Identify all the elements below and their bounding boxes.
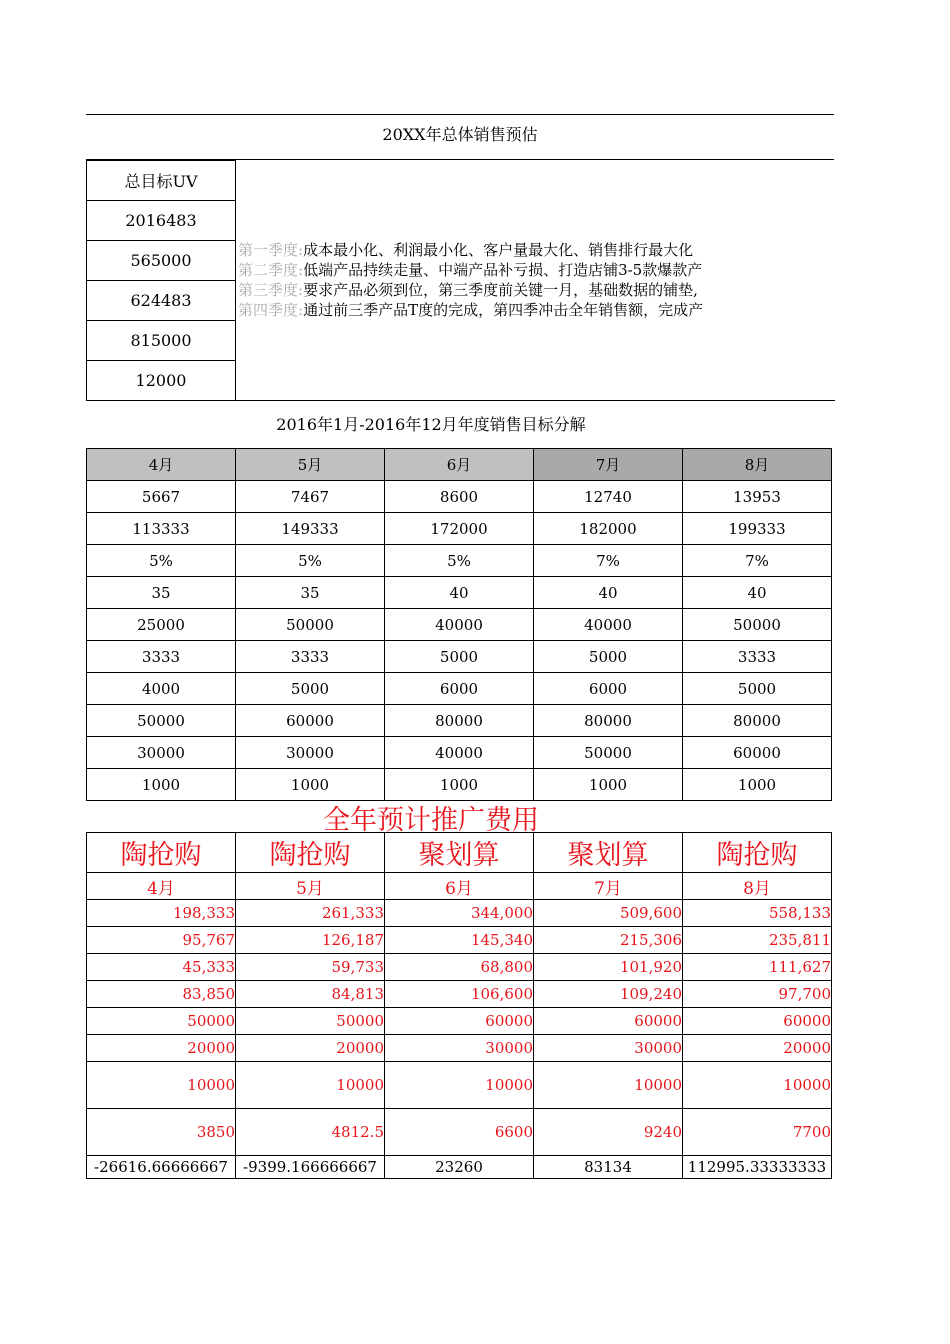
cost-cell: 60000	[534, 1008, 683, 1035]
cost-cell: 10000	[534, 1062, 683, 1109]
cost-cell: 10000	[87, 1062, 236, 1109]
sales-estimate-title: 20XX年总体销售预估	[382, 125, 538, 144]
quarter-label: 第二季度:	[238, 261, 304, 280]
cost-cell: 558,133	[683, 900, 832, 927]
table-cell: 40	[385, 577, 534, 609]
table-cell: 149333	[236, 513, 385, 545]
table-cell: 35	[236, 577, 385, 609]
table-cell: 50000	[236, 609, 385, 641]
table-cell: 50000	[534, 737, 683, 769]
cost-cell: 261,333	[236, 900, 385, 927]
result-cell: 112995.33333333	[683, 1156, 832, 1179]
estimate-cell: 2016483	[87, 201, 236, 241]
cost-cell: 50000	[236, 1008, 385, 1035]
table-cell: 60000	[683, 737, 832, 769]
cost-row	[87, 954, 832, 981]
table-cell: 1000	[683, 769, 832, 801]
quarter-label: 第四季度:	[238, 301, 304, 320]
cost-cell: 84,813	[236, 981, 385, 1008]
cost-row	[87, 1062, 832, 1109]
cost-cell: 60000	[683, 1008, 832, 1035]
header-row	[87, 449, 832, 481]
table-row	[87, 705, 832, 737]
quarter-line	[238, 280, 835, 300]
table-cell: 1000	[236, 769, 385, 801]
estimate-cell: 12000	[87, 361, 236, 401]
month-header: 8月	[683, 449, 832, 481]
table-cell: 30000	[236, 737, 385, 769]
result-cell: -26616.66666667	[87, 1156, 236, 1179]
cost-cell: 4812.5	[236, 1109, 385, 1156]
quarter-text: 通过前三季产品T度的完成，第四季冲击全年销售额，完成产	[303, 301, 704, 320]
table-cell: 8600	[385, 481, 534, 513]
cost-cell: 3850	[87, 1109, 236, 1156]
table-cell: 172000	[385, 513, 534, 545]
table-row	[87, 641, 832, 673]
promotion-cost-table	[86, 832, 832, 1179]
cost-cell: 198,333	[87, 900, 236, 927]
cost-cell: 509,600	[534, 900, 683, 927]
table-cell: 7%	[683, 545, 832, 577]
month-header: 4月	[87, 449, 236, 481]
cost-cell: 68,800	[385, 954, 534, 981]
quarter-plan	[236, 161, 836, 401]
table-cell: 40	[534, 577, 683, 609]
cost-row	[87, 1035, 832, 1062]
table-cell: 80000	[534, 705, 683, 737]
cost-cell: 126,187	[236, 927, 385, 954]
cost-cell: 106,600	[385, 981, 534, 1008]
cost-cell: 215,306	[534, 927, 683, 954]
estimate-cell: 总目标UV	[87, 161, 236, 201]
table-row	[87, 577, 832, 609]
target-breakdown-table	[86, 448, 832, 801]
cost-cell: 111,627	[683, 954, 832, 981]
table-cell: 5000	[385, 641, 534, 673]
table-cell: 3333	[87, 641, 236, 673]
quarter-text: 低端产品持续走量、中端产品补亏损、打造店铺3-5款爆款产	[303, 261, 703, 280]
result-cell: 83134	[534, 1156, 683, 1179]
table-cell: 1000	[534, 769, 683, 801]
table-cell: 6000	[385, 673, 534, 705]
cost-cell: 45,333	[87, 954, 236, 981]
channel-cell: 陶抢购	[87, 833, 236, 873]
table-row	[87, 769, 832, 801]
cost-cell: 30000	[534, 1035, 683, 1062]
table-row	[87, 545, 832, 577]
table-cell: 113333	[87, 513, 236, 545]
table-cell: 6000	[534, 673, 683, 705]
cost-cell: 60000	[385, 1008, 534, 1035]
result-cell: -9399.166666667	[236, 1156, 385, 1179]
month-cell: 4月	[87, 873, 236, 900]
cost-cell: 97,700	[683, 981, 832, 1008]
cost-cell: 235,811	[683, 927, 832, 954]
quarter-label: 第一季度:	[238, 241, 304, 260]
cost-cell: 9240	[534, 1109, 683, 1156]
channel-cell: 陶抢购	[683, 833, 832, 873]
table-cell: 7467	[236, 481, 385, 513]
target-breakdown-title: 2016年1月-2016年12月年度销售目标分解	[276, 415, 586, 434]
table-cell: 60000	[236, 705, 385, 737]
month-cell: 8月	[683, 873, 832, 900]
table-cell: 50000	[87, 705, 236, 737]
quarter-line	[238, 240, 835, 260]
quarter-line	[238, 300, 835, 320]
table-cell: 40000	[385, 609, 534, 641]
table-row	[87, 481, 832, 513]
quarter-text: 要求产品必须到位，第三季度前关键一月，基础数据的铺垫,	[303, 281, 698, 300]
estimate-cell: 815000	[87, 321, 236, 361]
table-cell: 80000	[385, 705, 534, 737]
table-row	[87, 673, 832, 705]
table-cell: 12740	[534, 481, 683, 513]
table-cell: 4000	[87, 673, 236, 705]
top-rule	[86, 114, 834, 115]
month-header: 5月	[236, 449, 385, 481]
channel-cell: 聚划算	[534, 833, 683, 873]
table-cell: 80000	[683, 705, 832, 737]
cost-row	[87, 927, 832, 954]
table-cell: 3333	[236, 641, 385, 673]
table-cell: 182000	[534, 513, 683, 545]
table-cell: 1000	[87, 769, 236, 801]
table-cell: 40000	[534, 609, 683, 641]
cost-cell: 30000	[385, 1035, 534, 1062]
cost-cell: 20000	[236, 1035, 385, 1062]
month-header: 7月	[534, 449, 683, 481]
estimate-cell: 624483	[87, 281, 236, 321]
promotion-cost-title: 全年预计推广费用	[323, 805, 539, 836]
channel-row	[87, 833, 832, 873]
table-cell: 5000	[683, 673, 832, 705]
cost-cell: 83,850	[87, 981, 236, 1008]
cost-cell: 59,733	[236, 954, 385, 981]
table-cell: 13953	[683, 481, 832, 513]
month-cell: 5月	[236, 873, 385, 900]
table-cell: 5%	[236, 545, 385, 577]
cost-cell: 109,240	[534, 981, 683, 1008]
cost-cell: 10000	[236, 1062, 385, 1109]
cost-row	[87, 981, 832, 1008]
cost-cell: 10000	[683, 1062, 832, 1109]
table-cell: 25000	[87, 609, 236, 641]
cost-cell: 10000	[385, 1062, 534, 1109]
cost-cell: 50000	[87, 1008, 236, 1035]
table-cell: 40000	[385, 737, 534, 769]
table-row	[87, 609, 832, 641]
table-row	[87, 737, 832, 769]
cost-cell: 95,767	[87, 927, 236, 954]
overall-estimate-table	[86, 160, 835, 401]
channel-cell: 聚划算	[385, 833, 534, 873]
month-cell: 6月	[385, 873, 534, 900]
cost-cell: 344,000	[385, 900, 534, 927]
cost-row	[87, 1008, 832, 1035]
table-cell: 7%	[534, 545, 683, 577]
table-cell: 35	[87, 577, 236, 609]
table-cell: 40	[683, 577, 832, 609]
table-cell: 30000	[87, 737, 236, 769]
table-cell: 3333	[683, 641, 832, 673]
result-cell: 23260	[385, 1156, 534, 1179]
cost-cell: 7700	[683, 1109, 832, 1156]
channel-cell: 陶抢购	[236, 833, 385, 873]
cost-cell: 101,920	[534, 954, 683, 981]
month-header: 6月	[385, 449, 534, 481]
table-cell: 5000	[236, 673, 385, 705]
cost-cell: 6600	[385, 1109, 534, 1156]
table-cell: 5667	[87, 481, 236, 513]
table-cell: 50000	[683, 609, 832, 641]
quarter-line	[238, 260, 835, 280]
table-cell: 5%	[385, 545, 534, 577]
table-cell: 5000	[534, 641, 683, 673]
cost-cell: 20000	[683, 1035, 832, 1062]
month-row	[87, 873, 832, 900]
table-cell: 199333	[683, 513, 832, 545]
result-row	[87, 1156, 832, 1179]
table-cell: 1000	[385, 769, 534, 801]
month-cell: 7月	[534, 873, 683, 900]
table-cell: 5%	[87, 545, 236, 577]
table-row	[87, 513, 832, 545]
cost-row	[87, 900, 832, 927]
cost-cell: 145,340	[385, 927, 534, 954]
quarter-text: 成本最小化、利润最小化、客户量最大化、销售排行最大化	[303, 241, 694, 260]
quarter-label: 第三季度:	[238, 281, 304, 300]
estimate-cell: 565000	[87, 241, 236, 281]
cost-cell: 20000	[87, 1035, 236, 1062]
cost-row	[87, 1109, 832, 1156]
